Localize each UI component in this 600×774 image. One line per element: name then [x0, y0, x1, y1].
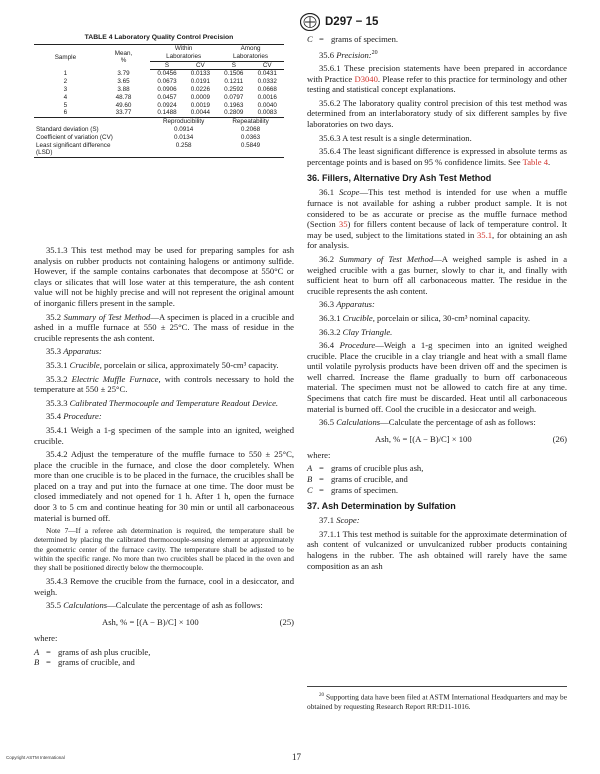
precision-table [34, 44, 284, 158]
table-cell: 2 [63, 78, 68, 86]
para-36-3-2: 36.3.2 Clay Triangle. [319, 326, 393, 337]
table-cell: 0.0457 [157, 93, 177, 101]
col-group-among-2: Laboratories [233, 52, 269, 60]
table-cell: 0.0044 [184, 109, 217, 117]
sub-header: S [150, 61, 183, 70]
table-cell: 0.1488 [150, 109, 183, 117]
table-cell: 0.0083 [251, 109, 285, 117]
table-cell: 3.65 [117, 78, 130, 86]
table-row [34, 102, 284, 110]
stats-within: 0.258 [175, 141, 192, 149]
link-section-35[interactable]: 35 [338, 219, 348, 230]
stats-among: 0.0363 [240, 133, 261, 141]
stats-among: 0.5849 [240, 141, 261, 149]
sub-header: S [217, 61, 250, 70]
para-36-2: 36.2 Summary of Test Method—A weighed sample is ashed in a weighed crucible with a gas burner, slowly to char it, and finally with sufficient heat to burn off all carbonaceous matter. The residue in the crucible represents the ash content. [307, 253, 568, 296]
para-35-6-2: 35.6.2 The laboratory quality control precision of this test method was determined from an interlaboratory study of six different samples by five laboratories on two days. [307, 97, 567, 130]
table-row [34, 86, 284, 94]
table-cell: 0.0431 [257, 70, 277, 78]
table-cell: 1 [63, 70, 68, 78]
equation-number: (26) [552, 433, 567, 444]
equation-number: (25) [279, 617, 294, 628]
link-d3040[interactable]: D3040 [354, 73, 378, 84]
table-cell: 48.78 [115, 93, 132, 101]
stats-label: Standard deviation (S) [36, 125, 99, 133]
table-row [34, 94, 284, 102]
table-cell: 0.0016 [257, 93, 277, 101]
right-column [307, 34, 567, 574]
table-cell: 0.0191 [190, 78, 210, 86]
table-row [34, 70, 284, 78]
table-cell: 0.1506 [224, 70, 244, 78]
para-36-4: 36.4 Procedure—Weigh a 1-g specimen into an ignited weighed crucible. Place the crucible in a clay triangle and heat with a small flame until volatile pyrolysis products have been driven off and the specimen is well charred. Increase the flame gradually to burn off carbonaceous material. The specimen must not be allowed to catch fire at any time. Specimens that catch fire must be discarded. Heat until all carbonaceous material is burned off. Cool the crucible in a desiccator and weigh. [307, 340, 567, 414]
para-35-4: 35.4 Procedure: [46, 411, 102, 422]
para-35-6-1: 35.6.1 These precision statements have been prepared in accordance with Practice D3040. Please refer to this practice for terminology and other testing and statistical concept explanations. [307, 63, 568, 95]
variable-def: B = grams of crucible, and [34, 657, 135, 668]
variable-def: A = grams of crucible plus ash, [307, 463, 424, 474]
variable-def: C = grams of specimen. [307, 484, 399, 495]
sub-header: CV [184, 61, 217, 70]
table-cell: 0.0797 [224, 93, 244, 101]
where-label: where: [34, 633, 58, 644]
table-cell: 0.2592 [224, 85, 244, 93]
equation-25 [34, 617, 294, 627]
col-group-within-2: Laboratories [166, 52, 202, 60]
para-35-4-1: 35.4.1 Weigh a 1-g specimen of the sample into an ignited, weighed crucible. [34, 424, 294, 446]
table-cell: 0.2809 [217, 109, 250, 117]
para-36-5: 36.5 Calculations—Calculate the percentage of ash as follows: [319, 417, 536, 428]
table-cell: 0.0009 [190, 93, 210, 101]
footnote-ref[interactable]: 20 [371, 49, 378, 56]
col-group-within: Within [150, 45, 217, 53]
table-cell: 33.77 [97, 109, 150, 117]
para-35-4-2: 35.4.2 Adjust the temperature of the muffle furnace to 550 ± 25°C, place the crucible in the furnace, and close the door completely. When more than one crucible is to be placed in the furnace, the crucibles shall be placed on a tray and put into the furnace at one time. The door must be closed immediately and not opened for 1 h. After 1 h, open the furnace door 3 to 5 cm and continue heating for 30 min or until all carbonaceous material is burned off. [34, 449, 294, 523]
stats-among: 0.2068 [240, 125, 261, 133]
table-cell: 0.0668 [257, 85, 277, 93]
table-cell: 0.0924 [157, 101, 177, 109]
link-section-35-1[interactable]: 35.1 [477, 229, 493, 240]
para-37-1: 37.1 Scope: [319, 515, 360, 526]
designation: D297 − 15 [325, 16, 379, 28]
repeatability-label: Repeatability [217, 118, 284, 126]
table-cell: 3.79 [117, 70, 130, 78]
equation-26 [307, 434, 567, 444]
copyright-notice: Copyright ASTM International [6, 755, 65, 760]
table-row [34, 78, 284, 86]
lsd-label: (LSD) [34, 149, 284, 157]
col-group-among: Among [217, 45, 284, 53]
section-36-heading: 36. Fillers, Alternative Dry Ash Test Method [307, 173, 492, 184]
variable-def: A = grams of ash plus crucible, [34, 646, 151, 657]
link-table-4[interactable]: Table 4 [522, 156, 549, 167]
stats-label: Least significant difference [36, 141, 111, 149]
footnote-20: $^{20}$ Supporting data have been filed at ASTM International Headquarters and may be obtained by requesting Research Report RR:D11-1016. [307, 692, 567, 711]
where-label: where: [307, 449, 331, 460]
page-header [300, 13, 378, 31]
para-35-3-3: 35.3.3 Calibrated Thermocouple and Temperature Readout Device. [46, 397, 279, 408]
table-cell: 0.0456 [157, 70, 177, 78]
table-row [34, 109, 284, 117]
table-cell: 3.88 [117, 85, 130, 93]
para-35-1-3: 35.1.3 This test method may be used for preparing samples for ash analysis on rubber products not containing halogens or antimony sulfide. However, if the sample contains carbonates that decompose at 550°C or clays or silicates that will lose water at this temperature, the ash content value will not be highly precise and will not represent the original amount of inorganic fillers present in the sample. [34, 245, 294, 308]
para-35-6: 35.6 Precision:$^{20}$ [319, 49, 378, 60]
para-35-3-2: 35.3.2 Electric Muffle Furnace, with controls necessary to hold the temperature at 550 ± 25°C. [34, 373, 294, 395]
para-35-6-4: 35.6.4 The least significant difference is expressed in absolute terms as percentage points and is based on 95 % confidence limits. See Table 4. [307, 146, 567, 167]
left-column [34, 245, 294, 668]
table-cell: 0.0040 [257, 101, 277, 109]
stats-within: 0.0914 [174, 125, 194, 133]
equation-text: Ash, % = [(A − B)/C] × 100 [102, 617, 199, 628]
table-cell: 6 [34, 109, 97, 117]
footnote-area [307, 686, 567, 711]
equation-text: Ash, % = [(A − B)/C] × 100 [375, 433, 472, 444]
stats-label: Coefficient of variation (CV) [36, 133, 113, 141]
stats-row [34, 142, 284, 150]
para-36-3-1: 36.3.1 Crucible, porcelain or silica, 30-cm³ nominal capacity. [319, 312, 531, 323]
sub-header: CV [251, 61, 285, 70]
table-cell: 0.0673 [157, 78, 177, 86]
table-cell: 3 [63, 85, 68, 93]
para-35-5: 35.5 Calculations—Calculate the percentage of ash as follows: [46, 600, 263, 611]
para-35-3: 35.3 Apparatus: [46, 346, 102, 357]
para-35-3-1: 35.3.1 Crucible, porcelain or silica, approximately 50-cm³ capacity. [46, 359, 279, 370]
table-cell: 0.0133 [190, 70, 210, 78]
para-35-2: 35.2 Summary of Test Method—A specimen is placed in a crucible and ashed in a muffle furnace at 550 ± 25°C. The mass of residue in the crucible represents the ash content. [34, 311, 295, 343]
table-cell: 49.60 [115, 101, 132, 109]
para-36-1: 36.1 Scope—This test method is intended for use when a muffle furnace is not available for ashing a rubber product sample. It is not considered to be as accurate or precise as the muffle furnace method (Section 35) for fillers content because of lack of temperature control. It may be used, subject to the limitations stated in 35.1, for obtaining an ash for analysis. [307, 187, 568, 251]
stats-row [34, 126, 284, 134]
col-header-mean: Mean, % [97, 45, 150, 70]
table-cell: 4 [63, 93, 68, 101]
para-36-3: 36.3 Apparatus: [319, 299, 375, 310]
page-number: 17 [292, 752, 301, 762]
table-cell: 0.0332 [257, 78, 277, 86]
table-cell: 0.0019 [190, 101, 210, 109]
note-7: Note 7—If a referee ash determination is required, the temperature shall be determined by placing the calibrated thermocouple-sensing element at approximately the geometric center of the furnace cavity. The temperature shall be adjusted to be within the specific range. No more than two crucibles shall be placed in the oven and they shall be positioned directly below the thermocouple. [34, 526, 294, 573]
para-35-4-3: 35.4.3 Remove the crucible from the furnace, cool in a desiccator, and weigh. [34, 576, 294, 597]
table-4 [34, 34, 284, 158]
para-37-1-1: 37.1.1 This test method is suitable for the approximate determination of ash content of vulcanized or unvulcanized rubber products containing halogens in the rubber. The ash obtained will rarely have the same composition as an ash [307, 528, 567, 571]
table-cell: 0.0226 [190, 85, 210, 93]
para-35-6-3: 35.6.3 A test result is a single determination. [319, 132, 472, 143]
table-title: TABLE 4 Laboratory Quality Control Precision [84, 34, 234, 41]
stats-row [34, 134, 284, 142]
astm-logo-icon [300, 13, 320, 31]
col-header-sample: Sample [34, 45, 97, 70]
section-37-heading: 37. Ash Determination by Sulfation [307, 501, 456, 512]
table-cell: 0.1963 [224, 101, 244, 109]
table-cell: 0.0906 [157, 85, 177, 93]
variable-def: C = grams of specimen. [307, 34, 399, 44]
table-cell: 5 [63, 101, 68, 109]
variable-def: B = grams of crucible, and [307, 474, 408, 485]
table-cell: 0.1211 [224, 78, 244, 86]
reproducibility-label: Reproducibility [150, 118, 217, 126]
stats-within: 0.0134 [174, 133, 194, 141]
